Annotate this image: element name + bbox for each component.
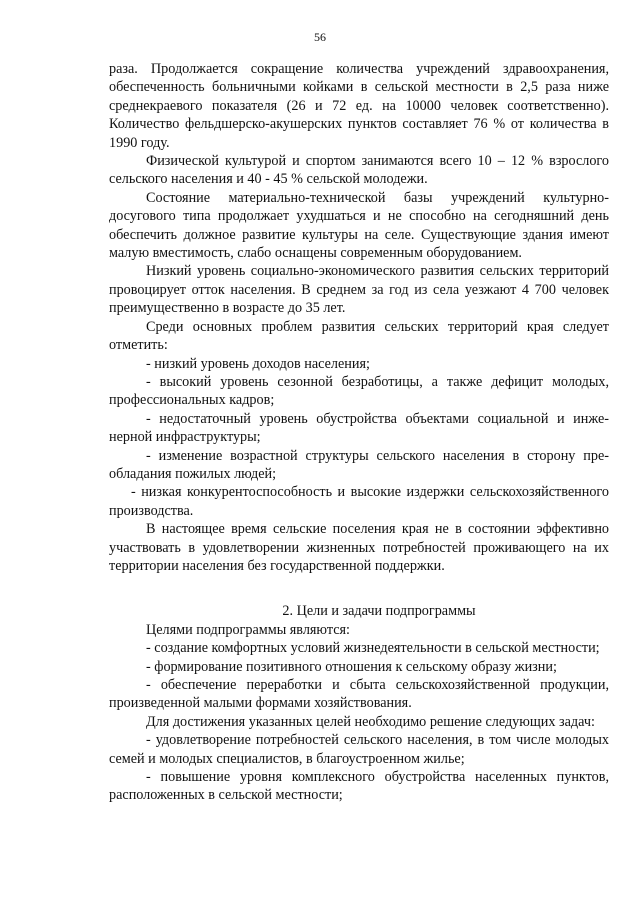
list-item-comfortable-conditions: - создание комфортных условий жизнедеятельности в сельской местности; [146,640,600,657]
list-item-income: - низкий уровень доходов населения; [146,355,370,372]
list-item-positive-attitude: - формирование позитивного отношения к сельскому образу жизни; [146,658,557,675]
list-item-infrastructure: - недостаточный уровень обустройства объектами социальной и инженерной инфраструктуры; [109,410,609,446]
paragraph-healthcare: раза. Продолжается сокращение количества учреждений здравоохранения, обеспеченность больничными койками в сельской местности в 2,5 раза ниже среднекраевого показателя (26 и 72 ед. на 10000 человек соответственно). Количество фельдшерско-акушерских пунктов составляет 76 % от количества в 1990 году. [109,61,609,151]
paragraph-goals-intro: Целями подпрограммы являются: [146,621,350,638]
paragraph-tasks-intro: Для достижения указанных целей необходимо решение следующих задач: [146,713,595,730]
section-spacer [109,575,609,602]
paragraph-sport: Физической культурой и спортом занимаются всего 10 – 12 % взрослого сельского населения и 40 - 45 % сельской молодежи. [109,153,609,188]
list-item-housing: - удовлетворение потребностей сельского населения, в том числе молодых семей и молодых специалистов, в благоустроенном жилье; [109,732,609,767]
paragraph-migration: Низкий уровень социально-экономического развития сельских территорий провоцирует отток населения. В среднем за год из села уезжают 4 700 человек преимущественно в возрасте до 35 лет. [109,263,609,317]
section-heading: 2. Цели и задачи подпрограммы [282,603,476,620]
paragraph-state-support: В настоящее время сельские поселения края не в состоянии эффективно участвовать в удовлетворении жизненных потребностей проживающего на их территории населения без государственной поддержки. [109,521,609,574]
document-body [109,60,609,805]
list-item-unemployment: - высокий уровень сезонной безработицы, а также дефицит молодых, профессиональных кадров; [109,373,609,409]
list-item-competitiveness: - низкая конкурентоспособность и высокие издержки сельскохозяйственного производства. [109,484,609,519]
paragraph-culture: Состояние материально-технической базы учреждений культурно-досугового типа продолжает ухудшаться и не способно на сегодняшний день обеспечить должное развитие культуры на селе. Существующие здания имеют малую вместимость, слабо оснащены современным оборудованием. [109,189,609,262]
page-number: 56 [314,30,326,44]
paragraph-problems-intro: Среди основных проблем развития сельских территорий края следует отметить: [109,318,609,354]
list-item-settlements: - повышение уровня комплексного обустройства населенных пунктов, расположенных в сельской местности; [109,769,609,804]
list-item-age-structure: - изменение возрастной структуры сельского населения в сторону преобладания пожилых людей; [109,447,609,482]
list-item-processing: - обеспечение переработки и сбыта сельскохозяйственной продукции, произведенной малыми формами хозяйствования. [109,677,609,712]
